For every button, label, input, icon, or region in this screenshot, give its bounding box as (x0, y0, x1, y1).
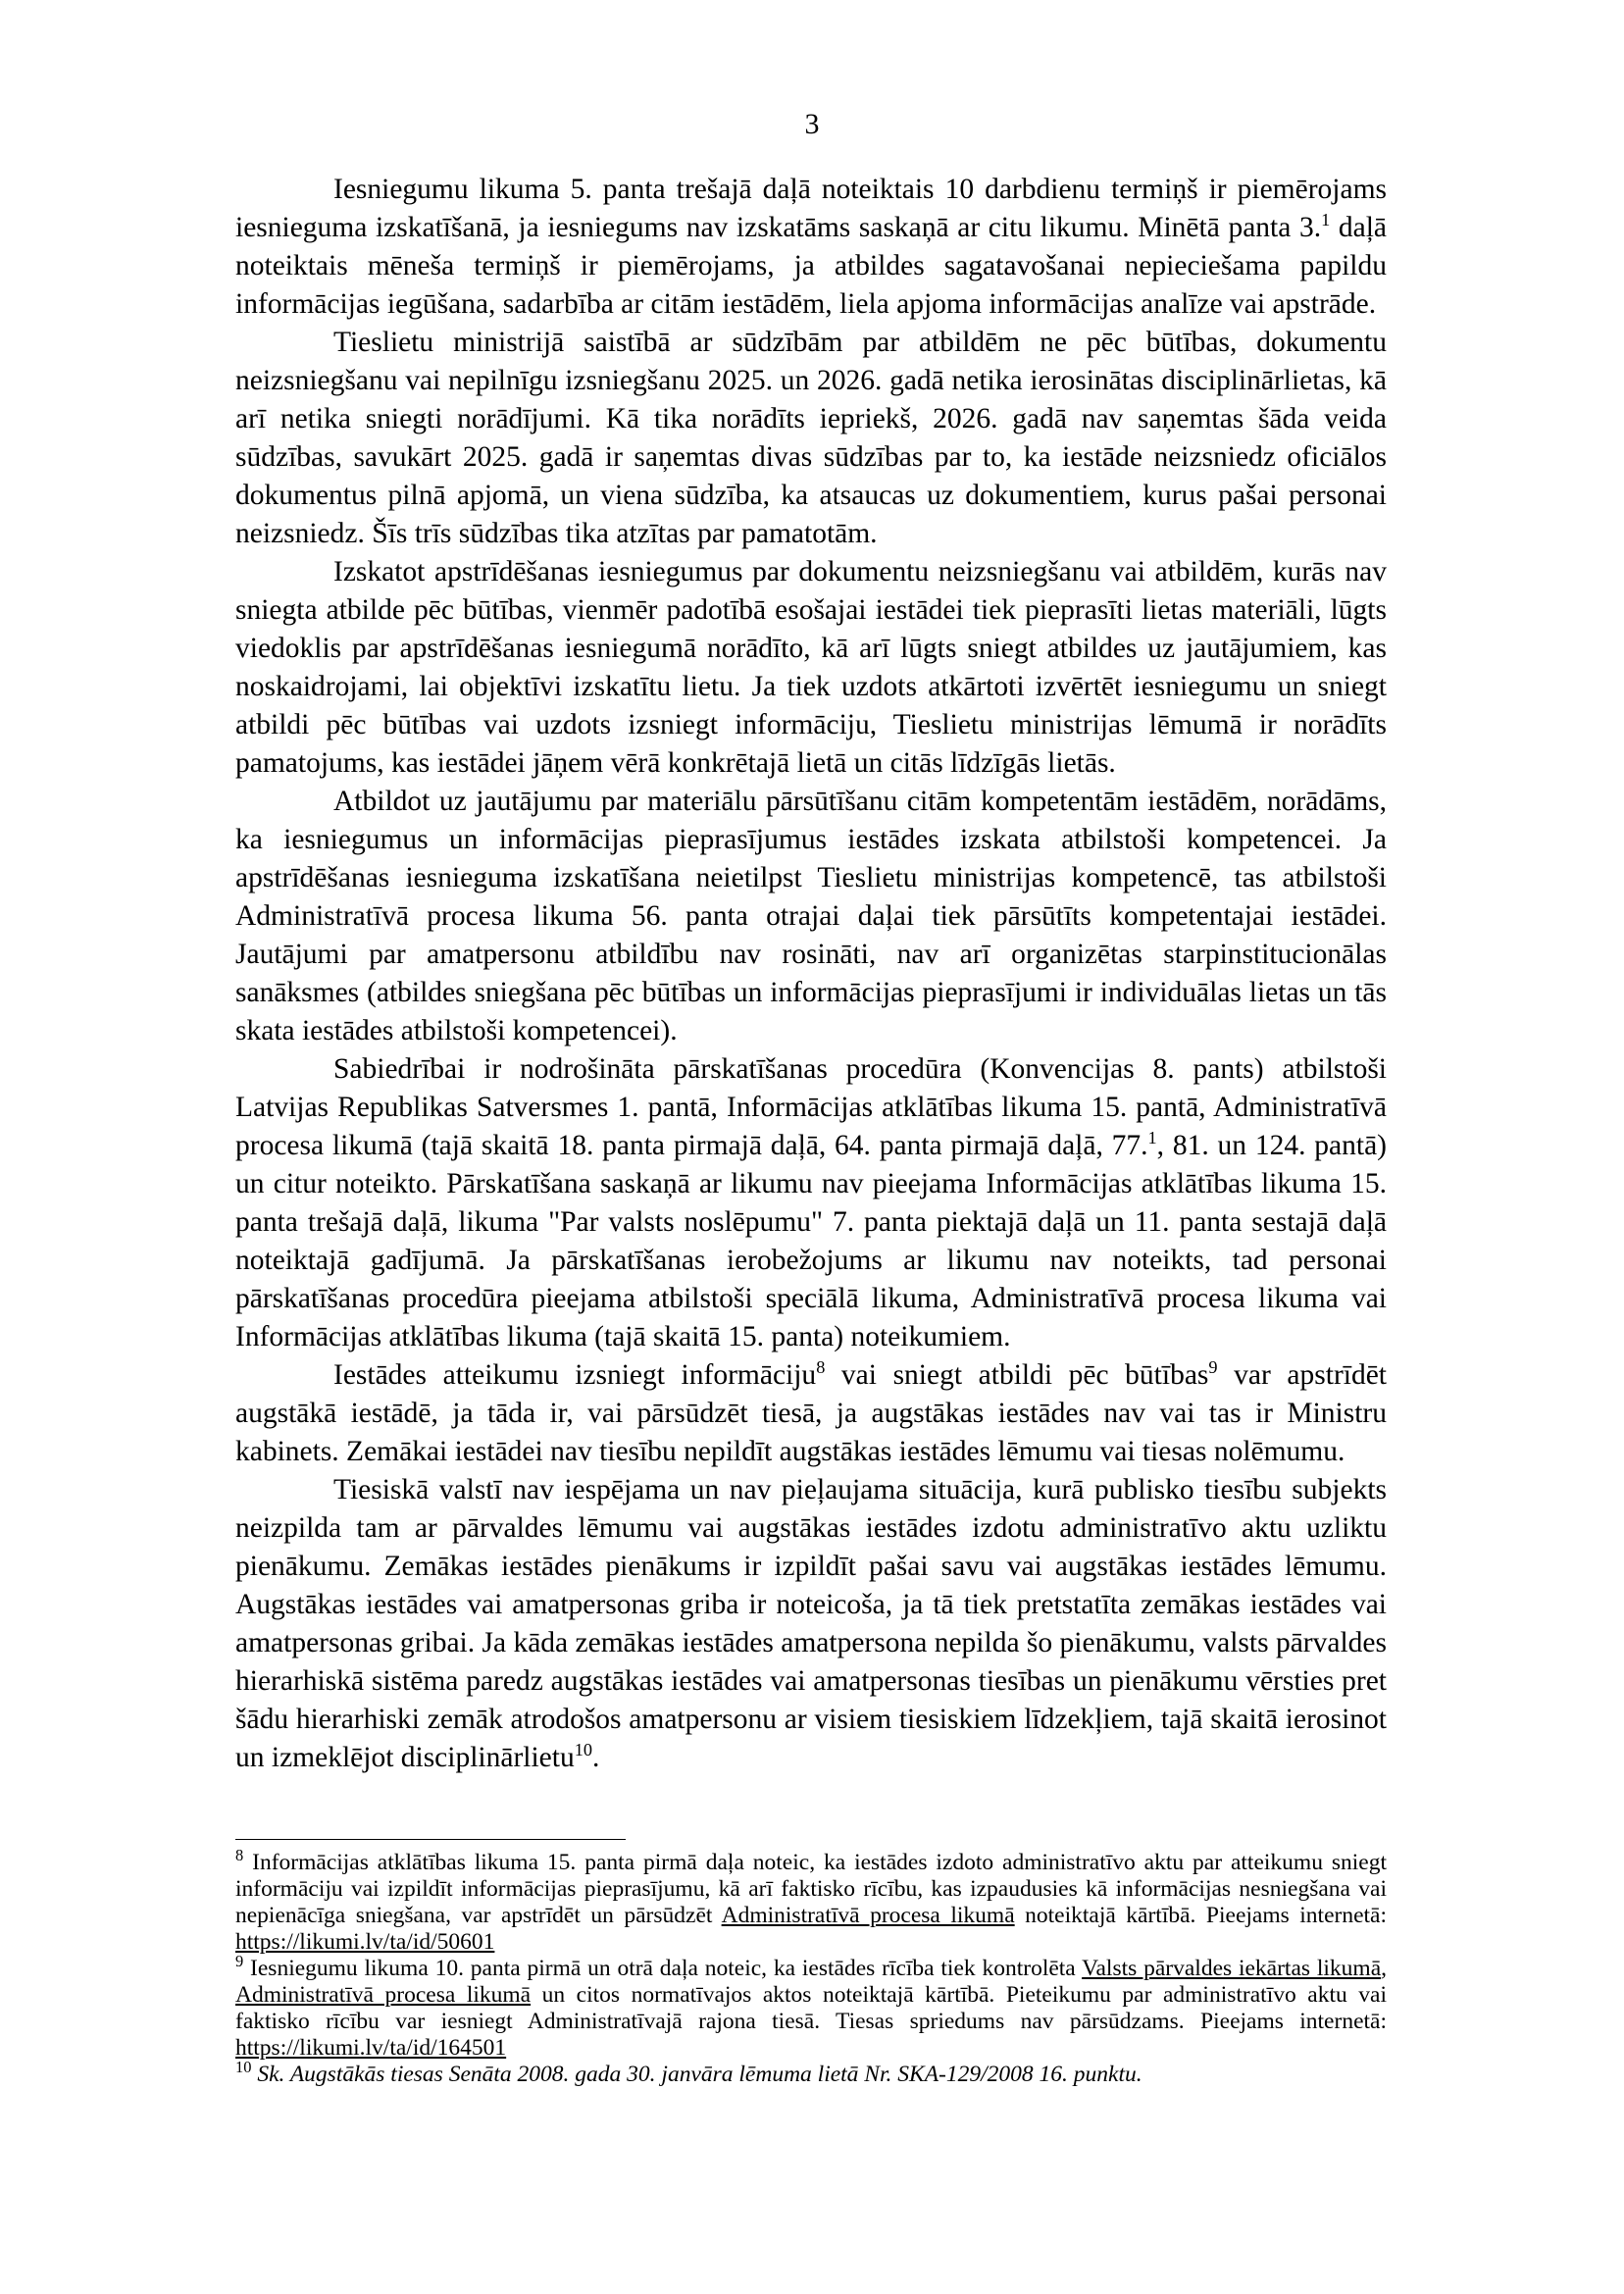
text-run: Iesniegumu likuma 10. panta pirmā un otrā daļa noteic, ka iestādes rīcība tiek kontrolēta (243, 1956, 1083, 1981)
text-run: noteiktajā kārtībā. Pieejams internetā: (1014, 1903, 1387, 1928)
citation-text: Sk. Augstākās tiesas Senāta 2008. gada 30. janvāra lēmuma lietā Nr. SKA-129/2008 16. punktu. (251, 2062, 1142, 2087)
footnote-link[interactable]: Administratīvā procesa likumā (721, 1903, 1015, 1928)
body-text (235, 171, 1387, 1777)
footnote-ref: 8 (235, 1846, 244, 1865)
footnote-ref: 8 (816, 1357, 826, 1378)
text-run: Tieslietu ministrijā saistībā ar sūdzībām par atbildēm ne pēc būtības, dokumentu neizsniegšanu vai nepilnīgu izsniegšanu 2025. un 2026. gadā netika ierosinātas disciplinārlietas, kā arī netika sniegti norādījumi. Kā tika norādīts iepriekš, 2026. gadā nav saņemtas šāda veida sūdzības, savukārt 2025. gadā ir saņemtas divas sūdzības par to, ka iestāde neizsniedz oficiālos dokumentus pilnā apjomā, un viena sūdzība, ka atsaucas uz dokumentiem, kurus pašai personai neizsniedz. Šīs trīs sūdzības tika atzītas par pamatotām. (235, 327, 1387, 549)
text-run: Iestādes atteikumu izsniegt informāciju (333, 1359, 817, 1391)
paragraph (235, 553, 1387, 783)
footnote-ref: 1 (1147, 1128, 1157, 1148)
page-number: 3 (804, 108, 820, 140)
footnote (235, 2058, 1387, 2088)
text-run: . (592, 1742, 600, 1773)
text-run: Informācijas atklātības likuma 15. panta pirmā daļa noteic, ka iestādes izdoto administratīvo aktu par atteikumu sniegt informāciju vai izpildīt informācijas pieprasījumu, kā arī faktisko rīcību, kas izpaudusies kā informācijas nesniegšana vai nepienācīga sniegšana, var apstrīdēt un pārsūdzēt (235, 1850, 1387, 1928)
footnote-ref: 9 (1208, 1357, 1218, 1378)
text-run: un citos normatīvajos aktos noteiktajā kārtībā. Pieteikumu par administratīvo aktu vai faktisko rīcību var iesniegt Administratīvajā rajona tiesā. Tiesas spriedums nav pārsūdzams. Pieejams internetā: (235, 1982, 1387, 2034)
footnote-separator (235, 1839, 626, 1840)
footnote-link[interactable]: Administratīvā procesa likumā (235, 1982, 532, 2008)
footnote-ref: 1 (1321, 210, 1331, 230)
text-run: , 81. un 124. pantā) un citur noteikto. Pārskatīšana saskaņā ar likumu nav pieejama Informācijas atklātības likuma 15. panta trešajā daļā, likuma "Par valsts noslēpumu" 7. panta piektajā daļā un 11. panta sestajā daļā noteiktajā gadījumā. Ja pārskatīšanas ierobežojums ar likumu nav noteikts, tad personai pārskatīšanas procedūra pieejama atbilstoši speciālā likuma, Administratīvā procesa likuma vai Informācijas atklātības likuma (tajā skaitā 15. panta) noteikumiem. (235, 1130, 1387, 1352)
text-run: daļā noteiktais mēneša termiņš ir piemērojams, ja atbildes sagatavošanai nepieciešama papildu informācijas iegūšana, sadarbība ar citām iestādēm, liela apjoma informācijas analīze vai apstrāde. (235, 212, 1387, 320)
paragraph (235, 324, 1387, 553)
paragraph (235, 783, 1387, 1050)
text-run: Atbildot uz jautājumu par materiālu pārsūtīšanu citām kompetentām iestādēm, norādāms, ka iesniegumus un informācijas pieprasījumus iestādes izskata atbilstoši kompetencei. Ja apstrīdēšanas iesnieguma izskatīšana neietilpst Tieslietu ministrijas kompetencē, tas atbilstoši Administratīvā procesa likuma 56. panta otrajai daļai tiek pārsūtīts kompetentajai iestādei. Jautājumi par amatpersonu atbildību nav rosināti, nav arī organizētas starpinstitucionālas sanāksmes (atbildes sniegšana pēc būtības un informācijas pieprasījumi ir individuālas lietas un tās skata iestādes atbilstoši kompetencei). (235, 786, 1387, 1046)
text-run: Iesniegumu likuma 5. panta trešajā daļā noteiktais 10 darbdienu termiņš ir piemērojams iesnieguma izskatīšanā, ja iesniegums nav izskatāms saskaņā ar citu likumu. Minētā panta 3. (235, 174, 1387, 243)
text-run: var apstrīdēt augstākā iestādē, ja tāda ir, vai pārsūdzēt tiesā, ja augstākas iestādes nav vai tas ir Ministru kabinets. Zemākai iestādei nav tiesību nepildīt augstākas iestādes lēmumu vai tiesas nolēmumu. (235, 1359, 1388, 1467)
footnote (235, 1952, 1388, 2062)
footnote-link[interactable]: Valsts pārvaldes iekārtas likumā (1082, 1956, 1382, 1981)
paragraph (235, 171, 1387, 324)
paragraph (235, 1050, 1387, 1356)
footnote (235, 1846, 1387, 1956)
footnote-ref: 9 (235, 1952, 244, 1971)
text-run: Sabiedrībai ir nodrošināta pārskatīšanas procedūra (Konvencijas 8. pants) atbilstoši Latvijas Republikas Satversmes 1. pantā, Informācijas atklātības likuma 15. pantā, Administratīvā procesa likumā (tajā skaitā 18. panta pirmajā daļā, 64. panta pirmajā daļā, 77. (235, 1053, 1387, 1161)
text-run: Izskatot apstrīdēšanas iesniegumus par dokumentu neizsniegšanu vai atbildēm, kurās nav sniegta atbilde pēc būtības, vienmēr padotībā esošajai iestādei tiek pieprasīti lietas materiāli, lūgts viedoklis par apstrīdēšanas iesniegumā norādīto, kā arī lūgts sniegt atbildes uz jautājumiem, kas noskaidrojami, lai objektīvi izskatītu lietu. Ja tiek uzdots atkārtoti izvērtēt iesniegumu un sniegt atbildi pēc būtības vai uzdots izsniegt informāciju, Tieslietu ministrijas lēmumā ir norādīts pamatojums, kas iestādei jāņem vērā konkrētajā lietā un citās līdzīgās lietās. (235, 556, 1387, 779)
text-run: , (1381, 1956, 1388, 1981)
text-run: Tiesiskā valstī nav iespējama un nav pieļaujama situācija, kurā publisko tiesību subjekts neizpilda tam ar pārvaldes lēmumu vai augstākas iestādes izdotu administratīvo aktu uzliktu pienākumu. Zemākas iestādes pienākums ir izpildīt pašai savu vai augstākas iestādes lēmumu. Augstākas iestādes vai amatpersonas griba ir noteicoša, ja tā tiek pretstatīta zemākas iestādes vai amatpersonas gribai. Ja kāda zemākas iestādes amatpersona nepilda šo pienākumu, valsts pārvaldes hierarhiskā sistēma paredz augstākas iestādes vai amatpersonas tiesības un pienākumu vērsties pret šādu hierarhiski zemāk atrodošos amatpersonu ar visiem tiesiskiem līdzekļiem, tajā skaitā ierosinot un izmeklējot disciplinārlietu (235, 1474, 1387, 1773)
text-run: vai sniegt atbildi pēc būtības (825, 1359, 1209, 1391)
footnote-ref: 10 (235, 2058, 252, 2077)
footnote-link[interactable]: https://likumi.lv/ta/id/164501 (235, 2035, 507, 2061)
footnote-ref: 10 (574, 1740, 592, 1760)
paragraph (235, 1471, 1387, 1777)
footnotes (235, 1846, 1388, 2088)
paragraph (235, 1356, 1387, 1471)
footnote-link[interactable]: https://likumi.lv/ta/id/50601 (235, 1929, 495, 1955)
